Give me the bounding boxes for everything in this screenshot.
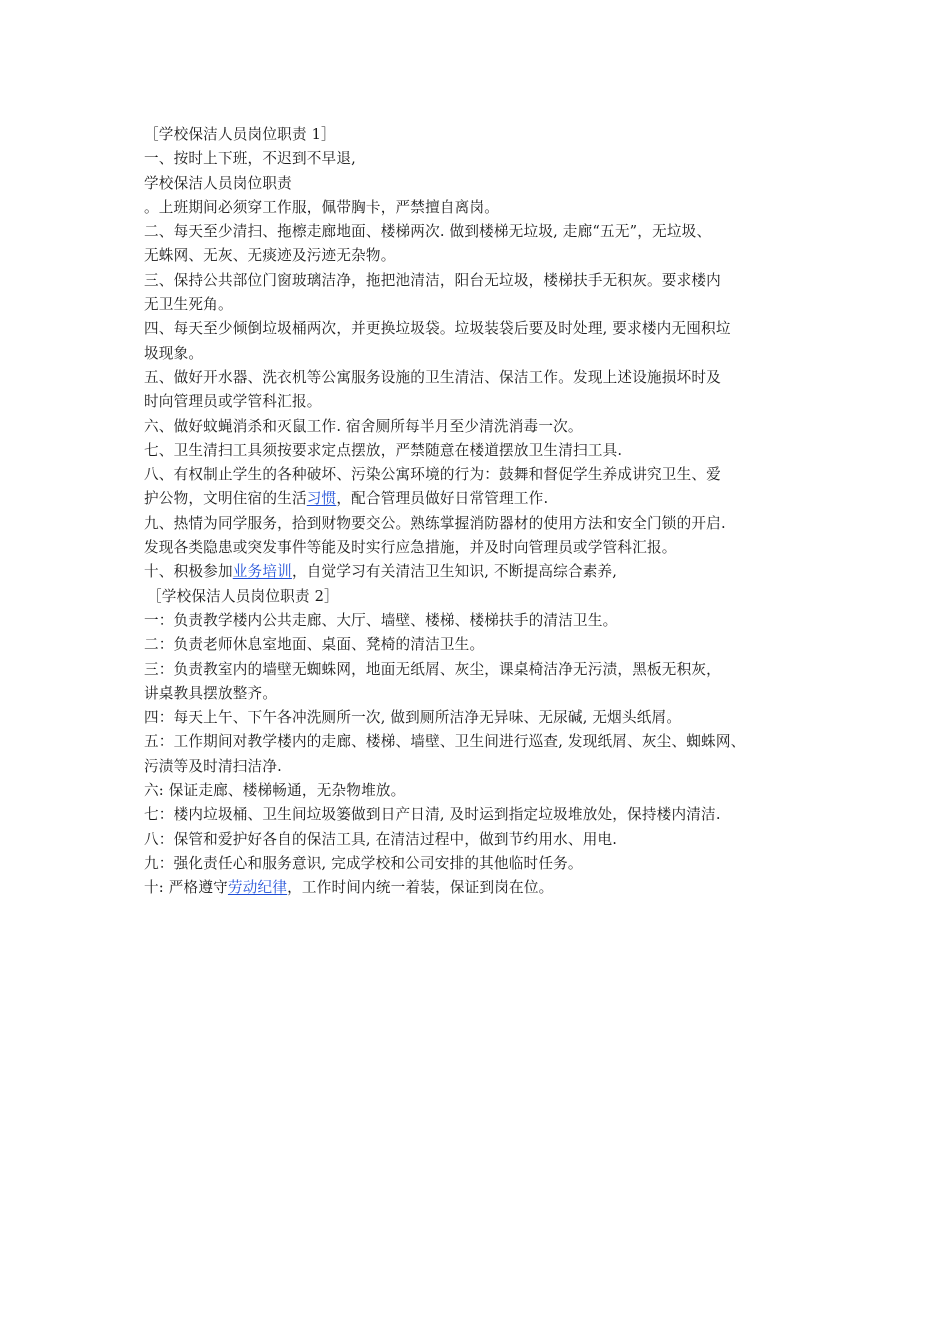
line-18-text-after: ，自觉学习有关清洁卫生知识, 不断提高综合素养,: [291, 563, 618, 581]
section1-line-11: 时向管理员或学管科汇报。: [144, 393, 322, 411]
section1-line-16: 九、热情为同学服务，拾到财物要交公。熟练掌握消防器材的使用方法和安全门锁的开启.: [144, 514, 726, 532]
section2-line-8: 六: 保证走廊、楼梯畅通，无杂物堆放。: [144, 782, 406, 800]
section1-line-9: 圾现象。: [144, 344, 204, 362]
section1-line-18: [144, 560, 824, 584]
section2-heading: ［学校保洁人员岗位职责 2］: [147, 587, 339, 605]
section2-line-9: 七：楼内垃圾桶、卫生间垃圾篓做到日产日清, 及时运到指定垃圾堆放处，保持楼内清洁.: [144, 806, 721, 824]
section1-line-4: 二、每天至少清扫、拖檫走廊地面、楼梯两次. 做到楼梯无垃圾, 走廊“五无”，无垃圾、: [144, 223, 712, 241]
labor-discipline-link[interactable]: 劳动纪律: [227, 879, 288, 897]
section1-line-10: 五、做好开水器、洗衣机等公寓服务设施的卫生清洁、保洁工作。发现上述设施损坏时及: [144, 368, 721, 386]
section2-line-1: 一：负责教学楼内公共走廊、大厅、墙壁、楼梯、楼梯扶手的清洁卫生。: [144, 611, 618, 629]
section2-line-3: 三：负责教室内的墙壁无蜘蛛网，地面无纸屑、灰尘，课桌椅洁净无污渍，黑板无积灰，: [144, 660, 721, 678]
section2-line-4: 讲桌教具摆放整齐。: [144, 684, 278, 702]
section1-line-15: [144, 487, 824, 511]
section2-line-12: [144, 876, 824, 900]
section1-line-2: 学校保洁人员岗位职责: [144, 174, 292, 192]
section2-line-2: 二：负责老师休息室地面、桌面、凳椅的清洁卫生。: [144, 636, 485, 654]
section1-line-7: 无卫生死角。: [144, 296, 233, 314]
section1-line-3: 。上班期间必须穿工作服，佩带胸卡，严禁擅自离岗。: [144, 198, 500, 216]
section1-heading: ［学校保洁人员岗位职责 1］: [144, 126, 336, 143]
section2-line-5: 四：每天上午、下午各冲洗厕所一次, 做到厕所洁净无异味、无尿碱, 无烟头纸屑。: [144, 709, 682, 727]
section2-line-10: 八：保管和爱护好各自的保洁工具, 在清洁过程中，做到节约用水、用电.: [144, 830, 618, 848]
line-15-text-after: ，配合管理员做好日常管理工作.: [336, 490, 549, 508]
section1-line-13: 七、卫生清扫工具须按要求定点摆放，严禁随意在楼道摆放卫生清扫工具.: [144, 441, 623, 459]
line-15-text-before: 护公物，文明住宿的生活: [144, 490, 307, 508]
business-training-link[interactable]: 业务培训: [232, 563, 292, 581]
line-12-text-after: ，工作时间内统一着装，保证到岗在位。: [287, 879, 554, 897]
line-12-text-before: 十: 严格遵守: [144, 879, 228, 897]
section1-line-17: 发现各类隐患或突发事件等能及时实行应急措施，并及时向管理员或学管科汇报。: [144, 539, 677, 557]
habit-link[interactable]: 习惯: [306, 490, 337, 508]
section2-line-11: 九：强化责任心和服务意识, 完成学校和公司安排的其他临时任务。: [144, 854, 583, 872]
section1-line-6: 三、保持公共部位门窗玻璃洁净，拖把池清洁，阳台无垃圾，楼梯扶手无积灰。要求楼内: [144, 271, 721, 289]
section1-line-5: 无蛛网、无灰、无痰迹及污迹无杂物。: [144, 247, 396, 265]
section2-line-6: 五：工作期间对教学楼内的走廊、楼梯、墙壁、卫生间进行巡查, 发现纸屑、灰尘、蜘蛛网、: [144, 733, 746, 751]
line-18-text-before: 十、积极参加: [144, 563, 233, 581]
section1-line-14: 八、有权制止学生的各种破坏、污染公寓环境的行为：鼓舞和督促学生养成讲究卫生、爱: [144, 466, 721, 484]
section1-line-1: 一、按时上下班，不迟到不早退,: [144, 150, 356, 168]
section1-line-8: 四、每天至少倾倒垃圾桶两次，并更换垃圾袋。垃圾装袋后要及时处理, 要求楼内无囤积垃: [144, 320, 731, 338]
section1-line-12: 六、做好蚊蝇消杀和灭鼠工作. 宿舍厕所每半月至少清洗消毒一次。: [144, 417, 583, 435]
section2-line-7: 污渍等及时清扫洁净.: [144, 757, 282, 775]
document-body: [144, 123, 824, 901]
